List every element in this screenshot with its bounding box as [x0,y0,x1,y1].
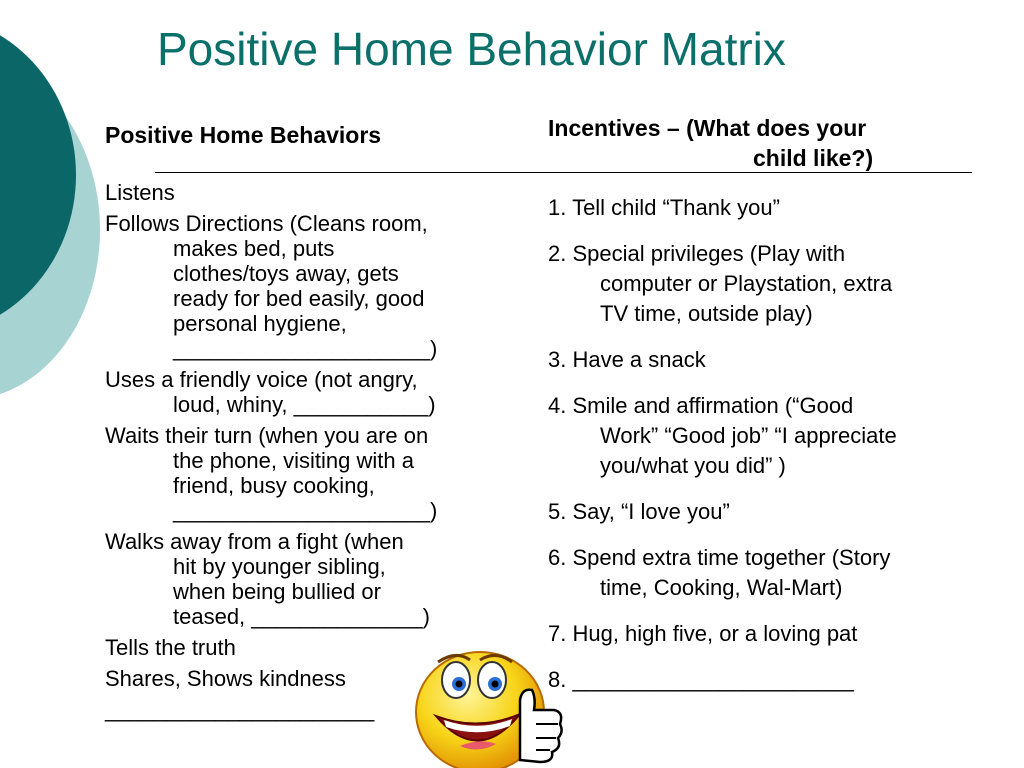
behavior-item-line: makes bed, puts [173,236,335,261]
incentives-list [548,193,988,711]
behavior-item-line: clothes/toys away, gets [173,261,399,286]
incentive-item [548,665,988,695]
incentive-item-line: 6. Spend extra time together (Story [548,545,891,570]
incentive-item-line: computer or Playstation, extra [600,271,893,296]
behavior-item [105,529,495,629]
incentive-item [548,239,988,329]
behavior-item-line: Waits their turn (when you are on [105,423,429,448]
incentives-heading [548,113,873,173]
incentive-item-line: 2. Special privileges (Play with [548,241,846,266]
behaviors-heading: Positive Home Behaviors [105,122,382,148]
behavior-item-line: Shares, Shows kindness [105,666,346,691]
behavior-item-line: Walks away from a fight (when [105,529,404,554]
behavior-item-line: personal hygiene, [173,311,347,336]
incentive-item [548,497,988,527]
behavior-item-line: hit by younger sibling, [173,554,386,579]
incentives-heading-line2: child like?) [753,145,874,171]
incentive-item [548,391,988,481]
incentive-item-line: time, Cooking, Wal-Mart) [600,575,843,600]
incentive-item-line: 8. _______________________ [548,667,854,692]
incentive-item-line: 4. Smile and affirmation (“Good [548,393,854,418]
incentive-item [548,543,988,603]
page-title: Positive Home Behavior Matrix [157,23,786,75]
behavior-item-line: Uses a friendly voice (not angry, [105,367,418,392]
incentive-item [548,345,988,375]
incentive-item-line: TV time, outside play) [600,301,813,326]
behavior-item-line: teased, ______________) [173,604,430,629]
behavior-item [105,423,495,523]
behavior-item-line: the phone, visiting with a [173,448,414,473]
behavior-item-line: friend, busy cooking, [173,473,375,498]
incentive-item [548,619,988,649]
behavior-item-line: ______________________ [105,697,375,722]
behavior-item [105,211,495,361]
behavior-item [105,180,495,205]
incentive-item-line: 7. Hug, high five, or a loving pat [548,621,858,646]
behavior-item-line: Tells the truth [105,635,236,660]
behavior-item-line: Follows Directions (Cleans room, [105,211,428,236]
incentive-item-line: 1. Tell child “Thank you” [548,195,780,220]
behavior-item-line: loud, whiny, ___________) [173,392,436,417]
incentive-item-line: Work” “Good job” “I appreciate [600,423,897,448]
incentive-item-line: you/what you did” ) [600,453,786,478]
thumbs-up-smiley-icon [408,640,566,768]
behavior-item-line: _____________________) [173,498,438,523]
incentive-item [548,193,988,223]
behavior-item-line: _____________________) [173,336,438,361]
incentive-item-line: 3. Have a snack [548,347,706,372]
behavior-item [105,367,495,417]
behavior-item-line: when being bullied or [173,579,381,604]
heading-underline [155,172,972,173]
incentive-item-line: 5. Say, “I love you” [548,499,730,524]
incentives-heading-line1: Incentives – (What does your [548,115,867,141]
behavior-item-line: ready for bed easily, good [173,286,425,311]
behavior-item-line: Listens [105,180,175,205]
